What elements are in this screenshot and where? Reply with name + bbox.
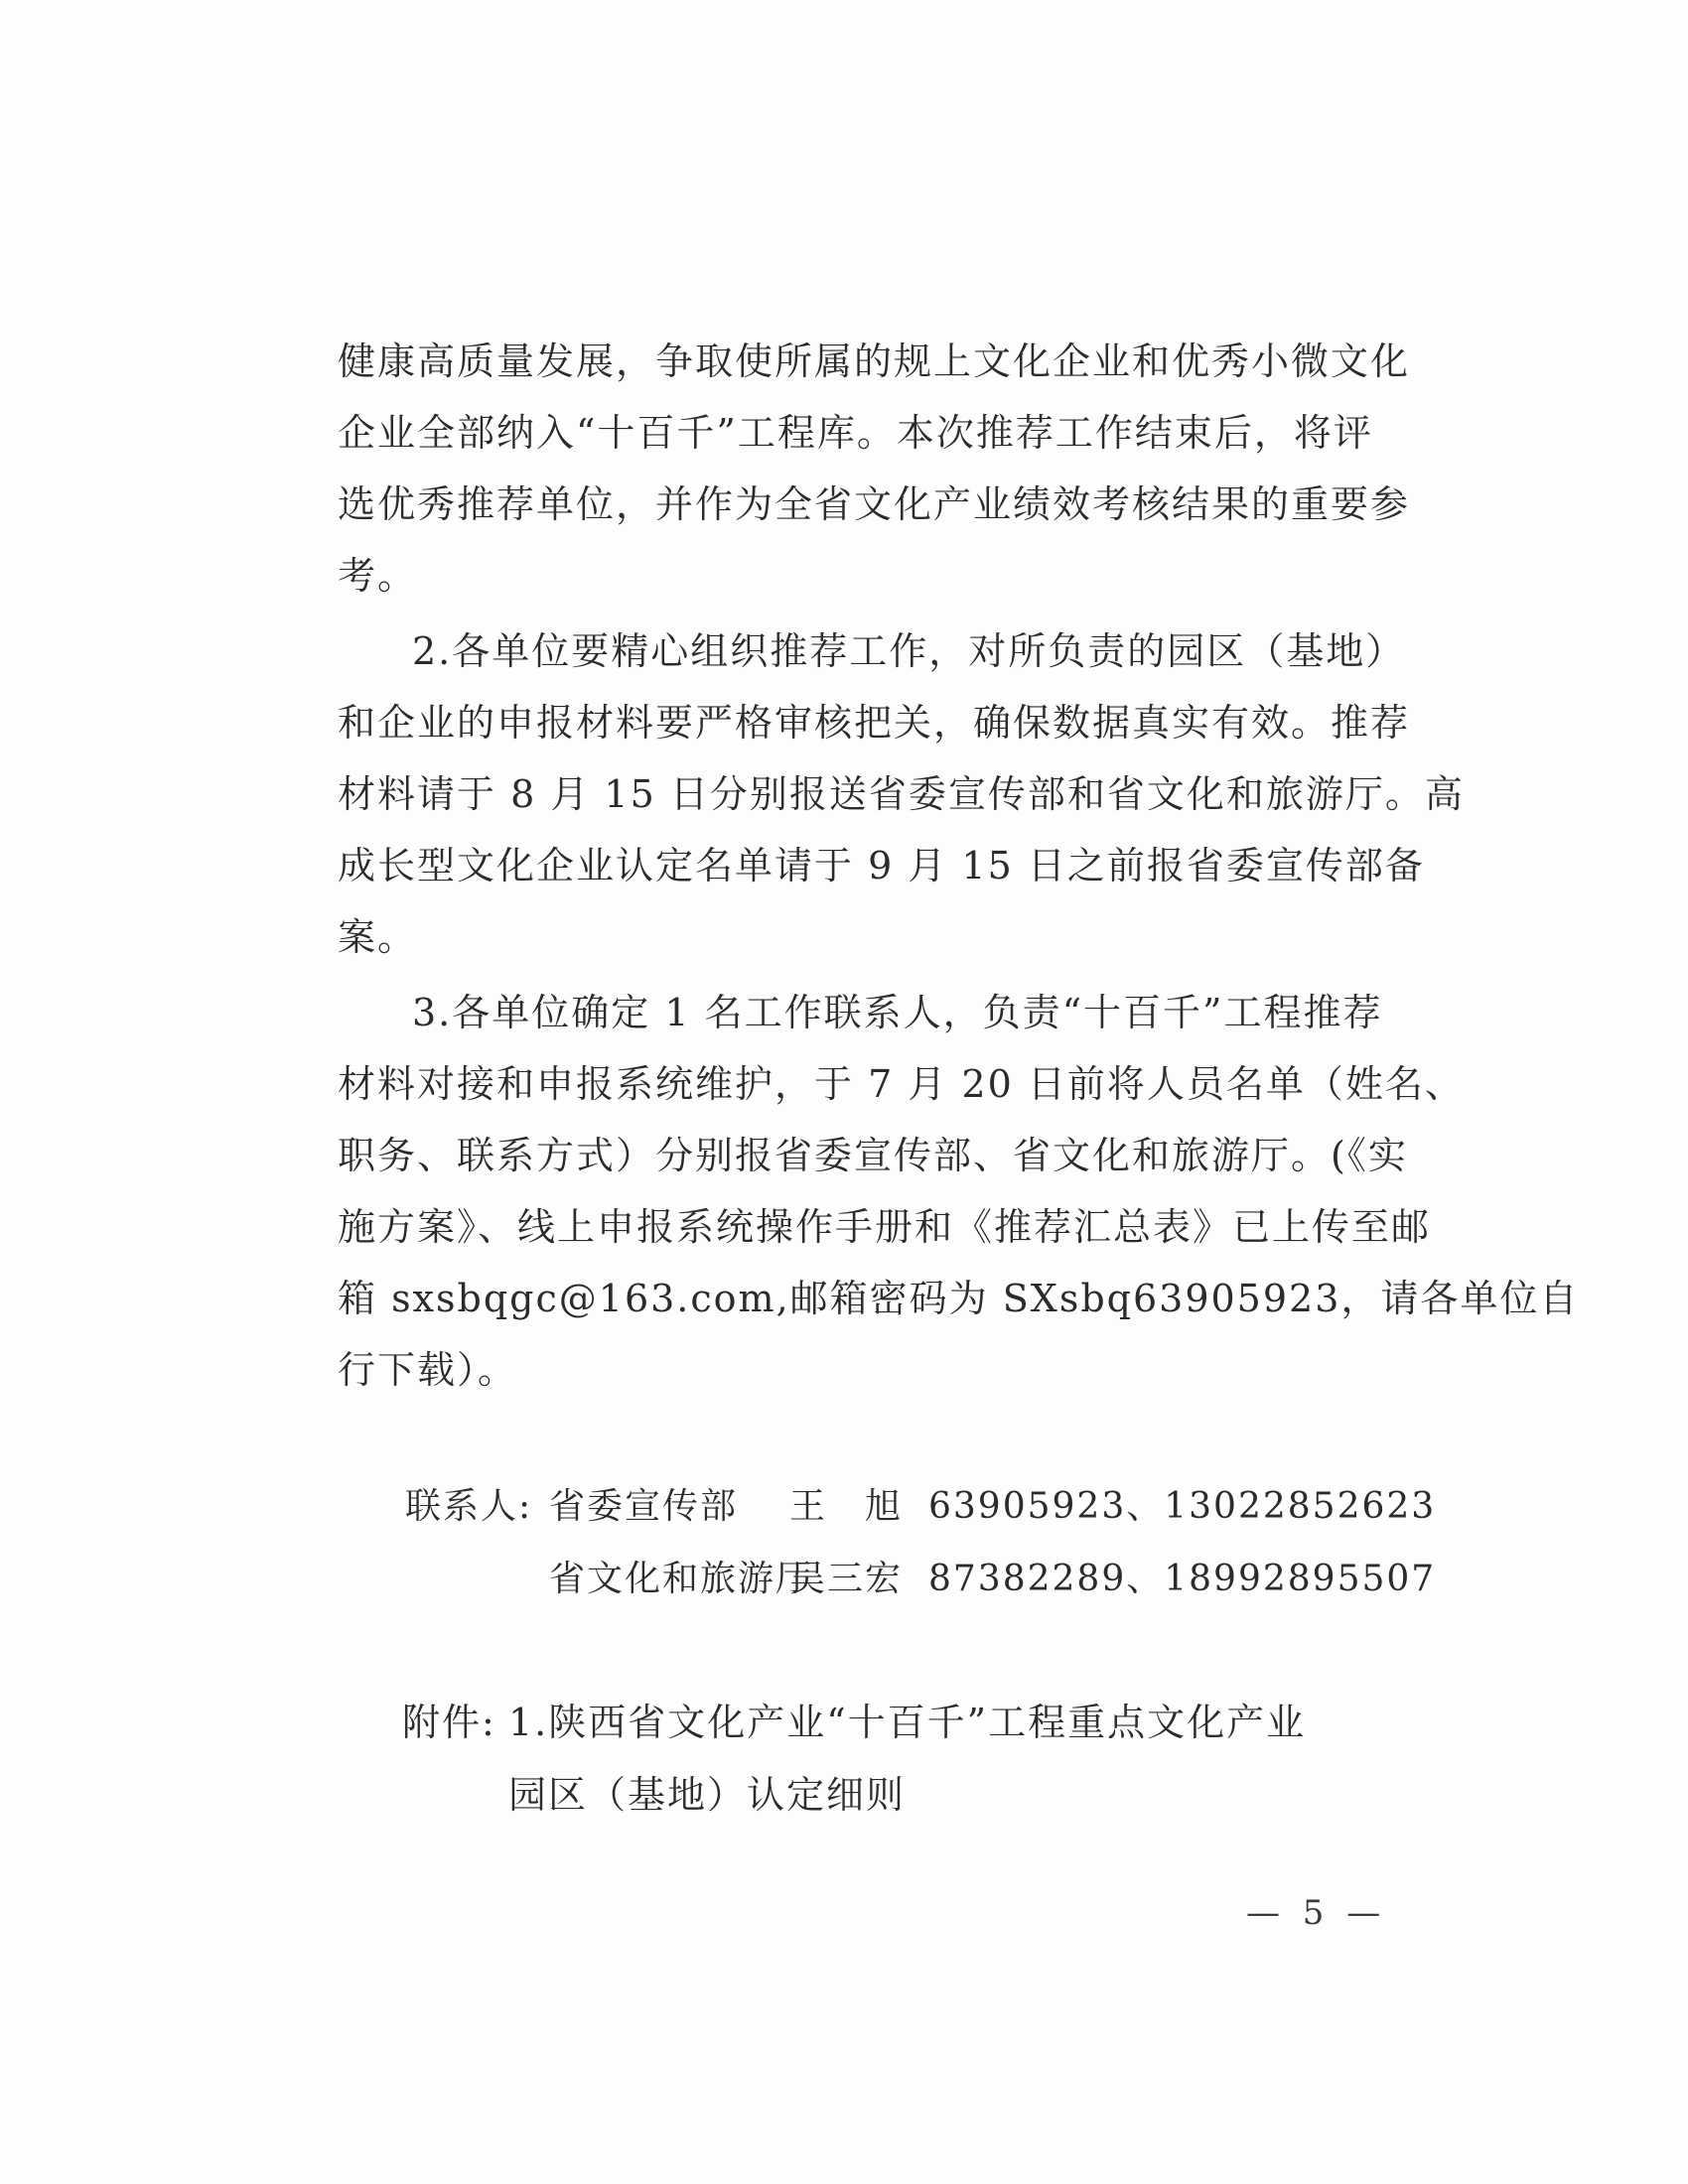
paragraph-1-line-3: 选优秀推荐单位，并作为全省文化产业绩效考核结果的重要参 xyxy=(338,482,1411,526)
paragraph-2-line-1: 2.各单位要精心组织推荐工作，对所负责的园区（基地） xyxy=(412,629,1406,673)
attachment-1-line-1: 1.陕西省文化产业“十百千”工程重点文化产业 xyxy=(508,1701,1307,1744)
paragraph-3-line-4: 施方案》、线上申报系统操作手册和《推荐汇总表》已上传至邮 xyxy=(338,1205,1432,1249)
contact-1-dept: 省委宣传部 xyxy=(549,1486,739,1527)
attachment-1-line-2: 园区（基地）认定细则 xyxy=(508,1773,907,1817)
paragraph-1-line-4: 考。 xyxy=(338,554,418,598)
paragraph-2-line-5: 案。 xyxy=(338,915,418,959)
contact-2-name: 吴三宏 xyxy=(789,1559,904,1599)
paragraph-2-line-2: 和企业的申报材料要严格审核把关，确保数据真实有效。推荐 xyxy=(338,701,1411,745)
paragraph-3-line-3: 职务、联系方式）分别报省委宣传部、省文化和旅游厅。(《实 xyxy=(338,1134,1408,1177)
paragraph-3-line-1: 3.各单位确定 1 名工作联系人，负责“十百千”工程推荐 xyxy=(412,991,1383,1034)
paragraph-1-line-2: 企业全部纳入“十百千”工程库。本次推荐工作结束后，将评 xyxy=(338,411,1373,455)
paragraph-3-line-2: 材料对接和申报系统维护，于 7 月 20 日前将人员名单（姓名、 xyxy=(338,1062,1465,1106)
paragraph-3-line-6: 行下载）。 xyxy=(338,1348,518,1392)
paragraph-1-line-1: 健康高质量发展，争取使所属的规上文化企业和优秀小微文化 xyxy=(338,340,1411,383)
contact-1-phones: 63905923、13022852623 xyxy=(928,1486,1437,1527)
paragraph-3-line-5: 箱 sxsbqgc@163.com,邮箱密码为 SXsbq63905923，请各单位自 xyxy=(338,1277,1580,1320)
paragraph-2-line-4: 成长型文化企业认定名单请于 9 月 15 日之前报省委宣传部备 xyxy=(338,844,1425,887)
contact-2-dept: 省文化和旅游厅 xyxy=(549,1559,814,1599)
contact-1-name: 王 旭 xyxy=(789,1486,904,1527)
attachments-label: 附件: xyxy=(402,1701,496,1744)
page-number: — 5 — xyxy=(1246,1893,1387,1933)
paragraph-2-line-3: 材料请于 8 月 15 日分别报送省委宣传部和省文化和旅游厅。高 xyxy=(338,772,1465,816)
contact-2-phones: 87382289、18992895507 xyxy=(928,1559,1437,1599)
contacts-label: 联系人: xyxy=(405,1486,533,1527)
